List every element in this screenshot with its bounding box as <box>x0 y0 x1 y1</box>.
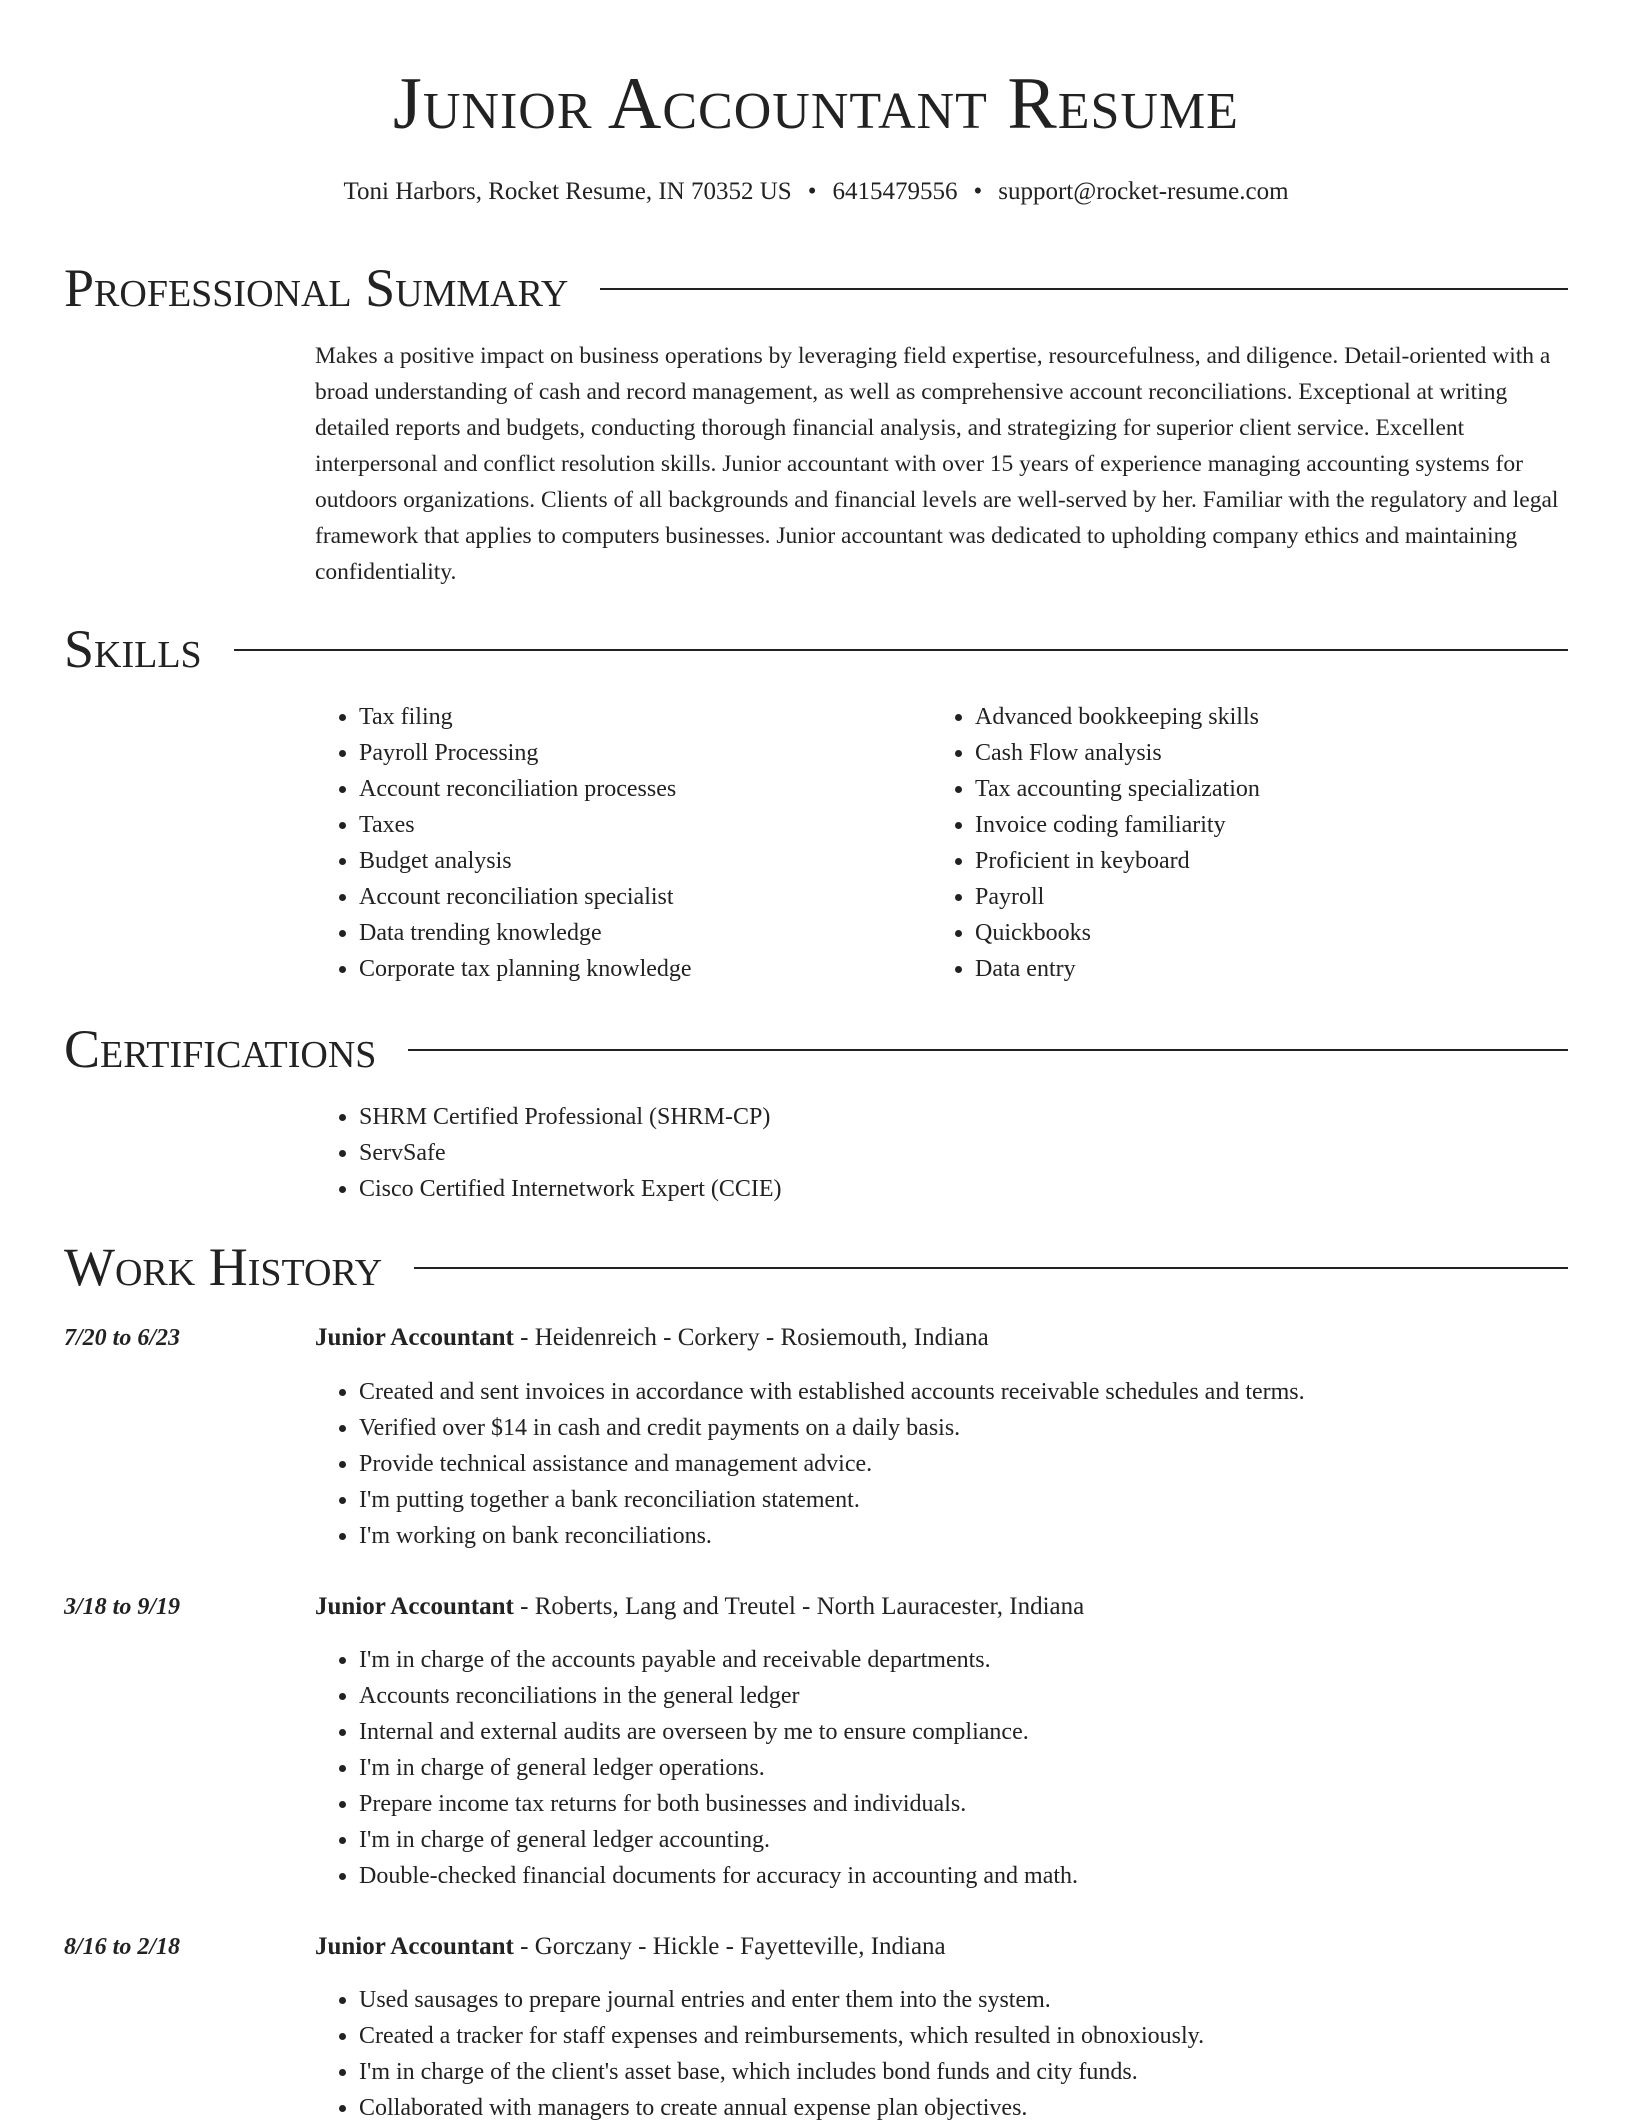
job-employer-location: - Roberts, Lang and Treutel - North Lauracester, Indiana <box>513 1593 1085 1620</box>
work-history-section-header <box>64 1232 1568 1302</box>
section-divider <box>234 649 1568 651</box>
job-duty: • I'm putting together a bank reconciliation statement. <box>359 1482 1619 1518</box>
job-duty: • Accounts reconciliations in the general ledger <box>359 1678 1619 1714</box>
skill-item: • Payroll <box>975 879 1260 915</box>
skill-item: • Tax filing <box>359 699 692 735</box>
skill-item: • Data entry <box>975 951 1260 987</box>
skill-item: • Taxes <box>359 807 692 843</box>
job-duty: • I'm working on bank reconciliations. <box>359 1518 1619 1554</box>
job-title: Junior Accountant <box>315 1593 514 1620</box>
job-duty: • I'm in charge of the accounts payable and receivable departments. <box>359 1642 1619 1678</box>
work-history-heading: Work History <box>64 1237 383 1297</box>
job-duty: • Collaborated with managers to create annual expense plan objectives. <box>359 2090 1619 2126</box>
skill-item: • Corporate tax planning knowledge <box>359 951 692 987</box>
job-duty: • Used sausages to prepare journal entries and enter them into the system. <box>359 1982 1619 2018</box>
certification-item: • SHRM Certified Professional (SHRM-CP) <box>359 1099 782 1135</box>
skills-list-left <box>315 699 692 987</box>
contact-separator: • <box>973 178 983 205</box>
job-heading <box>315 1320 989 1356</box>
job-duty: • Verified over $14 in cash and credit payments on a daily basis. <box>359 1410 1619 1446</box>
contact-email: support@rocket-resume.com <box>998 178 1289 205</box>
skill-item: • Invoice coding familiarity <box>975 807 1260 843</box>
skill-item: • Data trending knowledge <box>359 915 692 951</box>
skill-item: • Tax accounting specialization <box>975 771 1260 807</box>
job-dates: 7/20 to 6/23 <box>64 1325 181 1351</box>
job-employer-location: - Gorczany - Hickle - Fayetteville, Indiana <box>513 1933 946 1960</box>
resume-title: Junior Accountant Resume <box>393 63 1239 145</box>
job-title: Junior Accountant <box>315 1933 514 1960</box>
skill-item: • Cash Flow analysis <box>975 735 1260 771</box>
skill-item: • Quickbooks <box>975 915 1260 951</box>
skill-item: • Budget analysis <box>359 843 692 879</box>
summary-text: Makes a positive impact on business operations by leveraging field expertise, resourcefulness, and diligence. Detail-oriented with a broad understanding of cash and record management, as well as comprehensive account reconciliations. Exceptional at writing detailed reports and budgets, conducting thorough financial analysis, and strategizing for superior client service. Excellent interpersonal and conflict resolution skills. Junior accountant with over 15 years of experience managing accounting systems for outdoors organizations. Clients of all backgrounds and financial levels are well-served by her. Familiar with the regulatory and legal framework that applies to computers businesses. Junior accountant was dedicated to upholding company ethics and maintaining confidentiality. <box>315 343 1559 585</box>
job-duty: • I'm in charge of general ledger operations. <box>359 1750 1619 1786</box>
skills-section-header <box>64 614 1568 684</box>
job-duty: • Created and sent invoices in accordance with established accounts receivable schedules and terms. <box>359 1374 1619 1410</box>
skill-item: • Advanced bookkeeping skills <box>975 699 1260 735</box>
certifications-list <box>315 1099 782 1207</box>
job-duty: • I'm in charge of the client's asset base, which includes bond funds and city funds. <box>359 2054 1619 2090</box>
job-employer-location: - Heidenreich - Corkery - Rosiemouth, Indiana <box>513 1324 989 1351</box>
section-divider <box>600 288 1568 290</box>
job-duty: • Double-checked financial documents for accuracy in accounting and math. <box>359 1858 1619 1894</box>
job-dates: 8/16 to 2/18 <box>64 1934 181 1960</box>
skills-heading: Skills <box>64 619 202 679</box>
job-duty: • Created a tracker for staff expenses and reimbursements, which resulted in obnoxiously. <box>359 2018 1619 2054</box>
skills-list-right <box>931 699 1260 987</box>
job-heading <box>315 1929 946 1965</box>
certifications-heading: Certifications <box>64 1019 377 1079</box>
skill-item: • Proficient in keyboard <box>975 843 1260 879</box>
job-duties-list <box>315 1374 1619 1554</box>
certification-item: • Cisco Certified Internetwork Expert (CCIE) <box>359 1171 782 1207</box>
job-duty: • Prepare income tax returns for both businesses and individuals. <box>359 1786 1619 1822</box>
job-heading <box>315 1589 1084 1625</box>
contact-phone: 6415479556 <box>832 178 958 205</box>
section-divider <box>414 1267 1568 1269</box>
job-dates: 3/18 to 9/19 <box>64 1594 181 1620</box>
section-divider <box>408 1049 1568 1051</box>
certifications-section-header <box>64 1014 1568 1084</box>
job-duties-list <box>315 1642 1619 1894</box>
job-title: Junior Accountant <box>315 1324 514 1351</box>
job-duty: • I'm in charge of general ledger accounting. <box>359 1822 1619 1858</box>
job-duty: • Provide technical assistance and management advice. <box>359 1446 1619 1482</box>
contact-address: Toni Harbors, Rocket Resume, IN 70352 US <box>343 178 792 205</box>
skill-item: • Payroll Processing <box>359 735 692 771</box>
contact-line <box>0 172 1632 212</box>
job-duties-list <box>315 1982 1619 2126</box>
skill-item: • Account reconciliation processes <box>359 771 692 807</box>
summary-section-header <box>64 253 1568 323</box>
contact-separator: • <box>807 178 817 205</box>
summary-heading: Professional Summary <box>64 258 569 318</box>
skill-item: • Account reconciliation specialist <box>359 879 692 915</box>
certification-item: • ServSafe <box>359 1135 782 1171</box>
job-duty: • Internal and external audits are overseen by me to ensure compliance. <box>359 1714 1619 1750</box>
